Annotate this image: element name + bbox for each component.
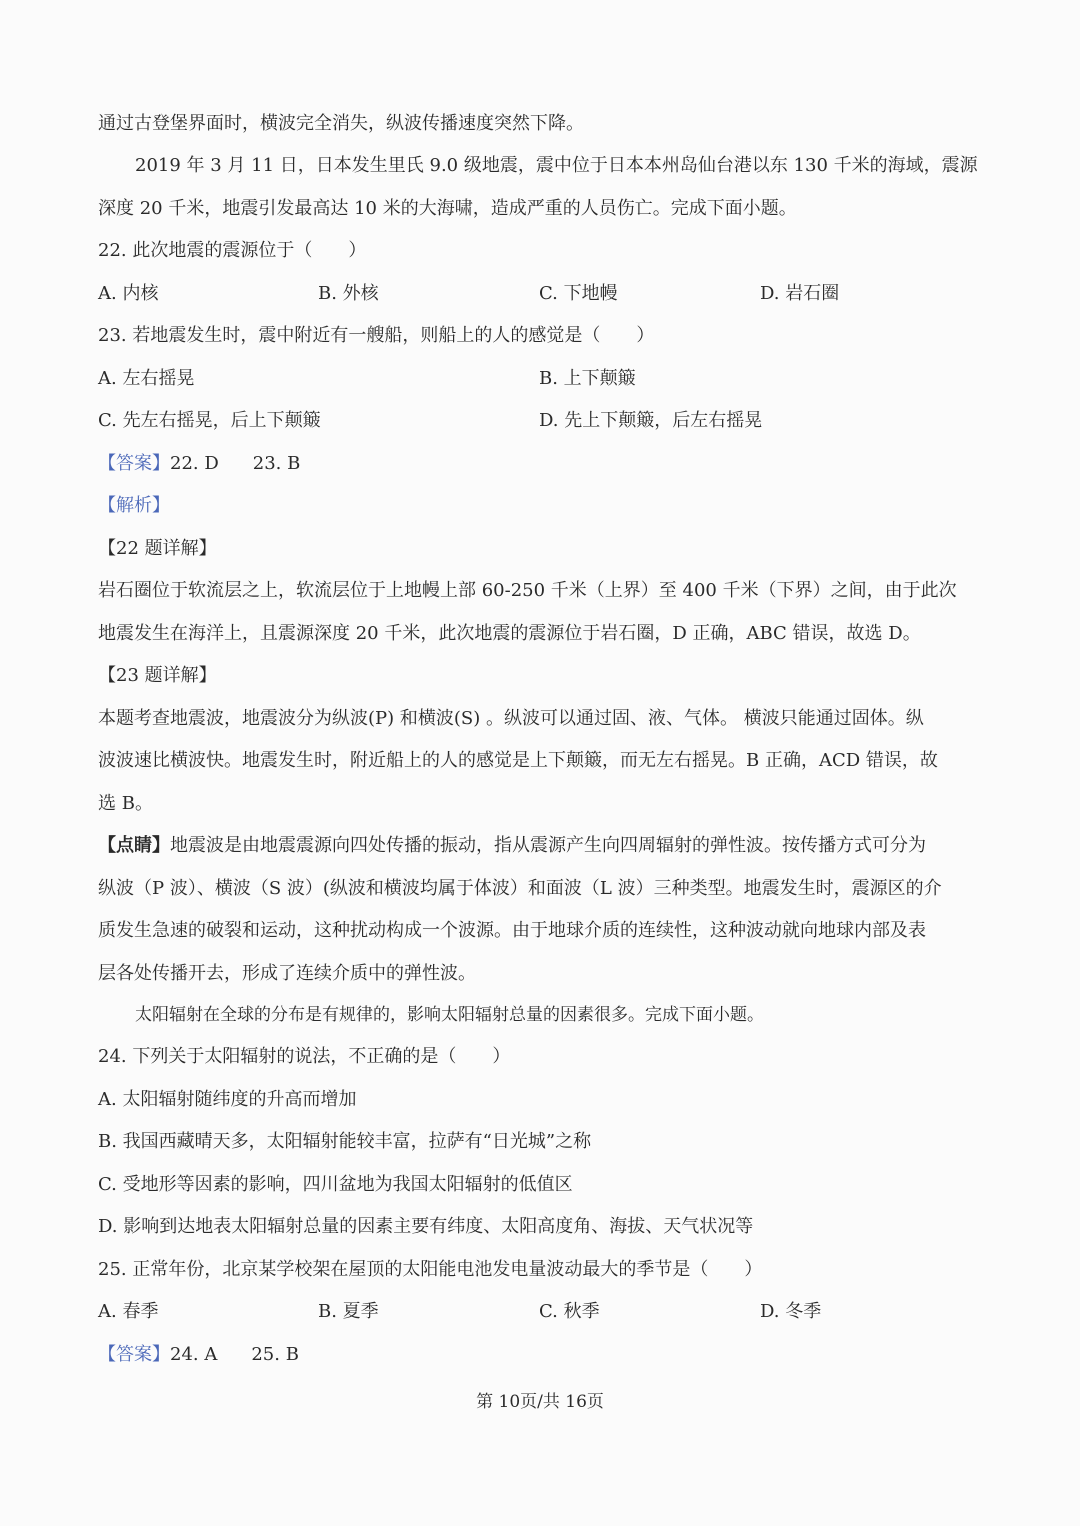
intro-2: 太阳辐射在全球的分布是有规律的，影响太阳辐射总量的因素很多。完成下面小题。 <box>135 1005 764 1025</box>
q24-option-d: D. 影响到达地表太阳辐射总量的因素主要有纬度、太阳高度角、海拔、天气状况等 <box>98 1216 754 1237</box>
q25-option-b: B. 夏季 <box>318 1301 379 1322</box>
detail-22-title: 【22 题详解】 <box>98 538 217 559</box>
q23-option-a: A. 左右摇晃 <box>98 368 195 389</box>
q22-option-c: C. 下地幔 <box>539 283 618 304</box>
q24-option-a: A. 太阳辐射随纬度的升高而增加 <box>98 1089 357 1110</box>
question-25: 25. 正常年份，北京某学校架在屋顶的太阳能电池发电量波动最大的季节是（ ） <box>98 1259 763 1280</box>
dianjing-tag: 【点睛】 <box>98 835 170 856</box>
detail-22-line: 岩石圈位于软流层之上，软流层位于上地幔上部 60-250 千米（上界）至 400 千米（下界）之间，由于此次 <box>98 580 957 601</box>
answer-24: 24. A <box>170 1344 218 1365</box>
dianjing-text: 地震波是由地震震源向四处传播的振动，指从震源产生向四周辐射的弹性波。按传播方式可分为 <box>170 835 926 856</box>
intro-paragraph-line: 2019 年 3 月 11 日，日本发生里氏 9.0 级地震，震中位于日本本州岛仙台港以东 130 千米的海域，震源 <box>135 155 978 176</box>
answer-tag: 【答案】 <box>98 453 170 474</box>
answer-tag: 【答案】 <box>98 1344 170 1365</box>
q22-option-a: A. 内核 <box>98 283 159 304</box>
q23-option-d: D. 先上下颠簸，后左右摇晃 <box>539 410 763 431</box>
q22-option-d: D. 岩石圈 <box>760 283 840 304</box>
detail-23-line: 选 B。 <box>98 793 153 814</box>
dianjing-line: 层各处传播开去，形成了连续介质中的弹性波。 <box>98 963 476 984</box>
page-footer: 第 10页/共 16页 <box>476 1392 604 1412</box>
answer-23: 23. B <box>252 453 301 474</box>
answer-line-1 <box>98 452 300 476</box>
q23-option-c: C. 先左右摇晃，后上下颠簸 <box>98 410 321 431</box>
detail-23-line: 本题考查地震波，地震波分为纵波(P) 和横波(S) 。纵波可以通过固、液、气体。 横波只能通过固体。纵 <box>98 708 924 729</box>
q25-option-d: D. 冬季 <box>760 1301 822 1322</box>
dianjing-line <box>98 834 926 858</box>
q24-option-c: C. 受地形等因素的影响，四川盆地为我国太阳辐射的低值区 <box>98 1174 573 1195</box>
analysis-tag: 【解析】 <box>98 495 170 516</box>
detail-22-line: 地震发生在海洋上，且震源深度 20 千米，此次地震的震源位于岩石圈，D 正确，ABC 错误，故选 D。 <box>98 623 921 644</box>
q23-option-b: B. 上下颠簸 <box>539 368 636 389</box>
answer-22: 22. D <box>170 453 219 474</box>
answer-line-2 <box>98 1343 299 1367</box>
question-24: 24. 下列关于太阳辐射的说法，不正确的是（ ） <box>98 1046 511 1067</box>
detail-23-title: 【23 题详解】 <box>98 665 217 686</box>
dianjing-line: 质发生急速的破裂和运动，这种扰动构成一个波源。由于地球介质的连续性，这种波动就向地球内部及表 <box>98 920 926 941</box>
q22-option-b: B. 外核 <box>318 283 379 304</box>
text-line: 通过古登堡界面时，横波完全消失，纵波传播速度突然下降。 <box>98 113 584 134</box>
question-22: 22. 此次地震的震源位于（ ） <box>98 240 367 261</box>
question-23: 23. 若地震发生时，震中附近有一艘船，则船上的人的感觉是（ ） <box>98 325 655 346</box>
q24-option-b: B. 我国西藏晴天多，太阳辐射能较丰富，拉萨有“日光城”之称 <box>98 1131 592 1152</box>
intro-paragraph-line: 深度 20 千米，地震引发最高达 10 米的大海啸，造成严重的人员伤亡。完成下面小题。 <box>98 198 797 219</box>
dianjing-line: 纵波（P 波）、横波（S 波）(纵波和横波均属于体波）和面波（L 波）三种类型。地震发生时，震源区的介 <box>98 878 942 899</box>
detail-23-line: 波波速比横波快。地震发生时，附近船上的人的感觉是上下颠簸，而无左右摇晃。B 正确，ACD 错误，故 <box>98 750 938 771</box>
q25-option-a: A. 春季 <box>98 1301 159 1322</box>
q25-option-c: C. 秋季 <box>539 1301 600 1322</box>
answer-25: 25. B <box>251 1344 299 1365</box>
